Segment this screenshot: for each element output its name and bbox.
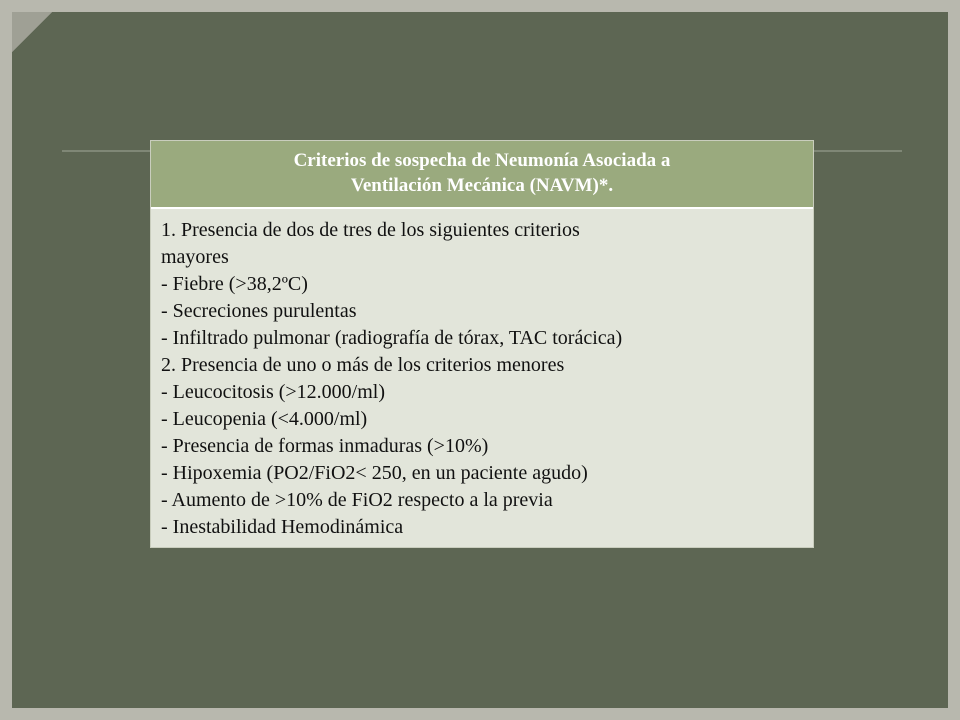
criteria-line: - Infiltrado pulmonar (radiografía de tórax, TAC torácica) [161, 327, 623, 349]
criteria-line: - Aumento de >10% de FiO2 respecto a la previa [161, 489, 553, 511]
table-title-line-2: Ventilación Mecánica (NAVM)*. [350, 175, 614, 196]
criteria-line: - Secreciones purulentas [161, 300, 357, 322]
table-header [151, 141, 813, 209]
criteria-line: - Hipoxemia (PO2/FiO2< 250, en un paciente agudo) [161, 462, 588, 484]
criteria-line: mayores [161, 246, 229, 268]
criteria-table [150, 140, 814, 548]
criteria-line: - Leucocitosis (>12.000/ml) [161, 381, 386, 403]
table-body [151, 209, 813, 547]
right-divider-line [812, 150, 902, 152]
criteria-line: - Presencia de formas inmaduras (>10%) [161, 435, 489, 457]
table-title-line-1: Criterios de sospecha de Neumonía Asociada a [293, 150, 671, 171]
left-divider-line [62, 150, 152, 152]
criteria-line: 1. Presencia de dos de tres de los siguientes criterios [161, 219, 580, 241]
criteria-line: - Leucopenia (<4.000/ml) [161, 408, 368, 430]
criteria-line: - Fiebre (>38,2ºC) [161, 273, 308, 295]
criteria-line: - Inestabilidad Hemodinámica [161, 516, 404, 538]
criteria-line: 2. Presencia de uno o más de los criterios menores [161, 354, 565, 376]
